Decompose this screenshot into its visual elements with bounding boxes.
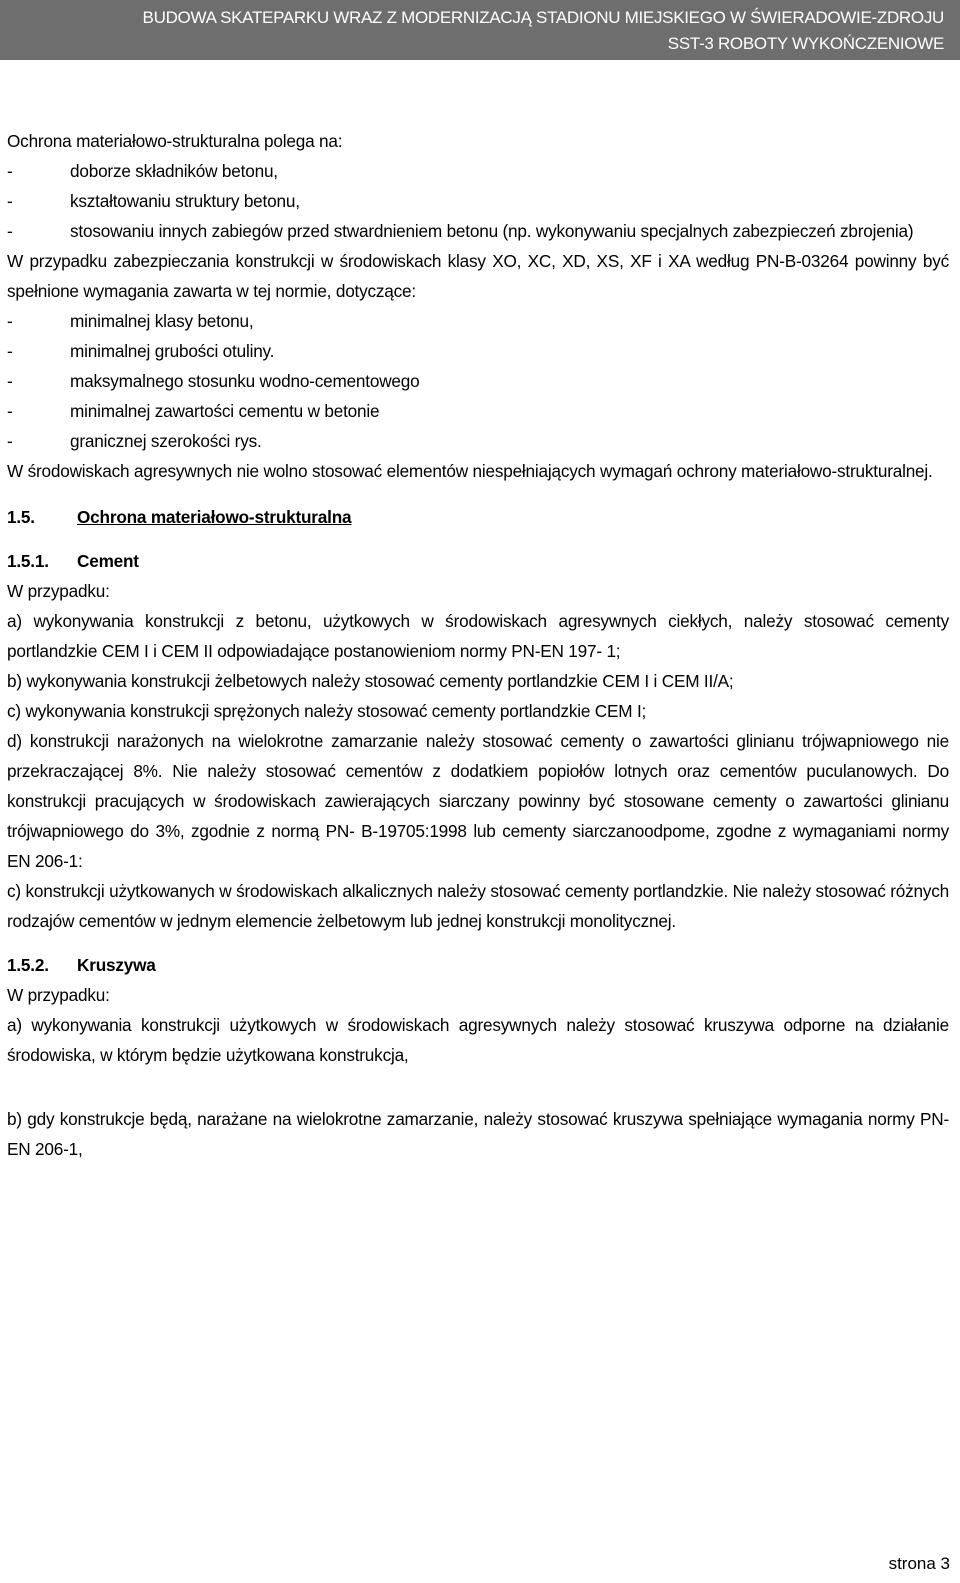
page-number: strona 3	[888, 1554, 950, 1573]
cement-item-a: a) wykonywania konstrukcji z betonu, użytkowych w środowiskach agresywnych ciekłych, należy stosować cementy portlandzkie CEM I i CEM II odpowiadające postanowieniom normy PN-EN 197- 1;	[7, 611, 949, 661]
intro-paragraph: W przypadku zabezpieczania konstrukcji w środowiskach klasy XO, XC, XD, XS, XF i XA według PN-B-03264 powinny być spełnione wymagania zawarta w tej normie, dotyczące:	[7, 251, 949, 301]
intro-lead: Ochrona materiałowo-strukturalna polega na:	[7, 131, 343, 151]
list-item: - minimalnej grubości otuliny.	[7, 336, 949, 366]
aggregate-lead: W przypadku:	[7, 985, 110, 1005]
section-heading-1-5-1	[7, 546, 949, 576]
aggregate-item-a: a) wykonywania konstrukcji użytkowych w środowiskach agresywnych należy stosować kruszywa odporne na działanie środowiska, w którym będzie użytkowana konstrukcja,	[7, 1015, 949, 1065]
cement-item-b: b) wykonywania konstrukcji żelbetowych należy stosować cementy portlandzkie CEM I i CEM II/A;	[7, 671, 734, 691]
list-dash: -	[7, 161, 13, 181]
list-dash: -	[7, 371, 13, 391]
list-dash: -	[7, 191, 13, 211]
intro-closing: W środowiskach agresywnych nie wolno stosować elementów niespełniających wymagań ochrony materiałowo-strukturalnej.	[7, 461, 933, 481]
header-spec-code: SST-3 ROBOTY WYKOŃCZENIOWE	[667, 34, 944, 53]
cement-item-c: c) wykonywania konstrukcji sprężonych należy stosować cementy portlandzkie CEM I;	[7, 701, 647, 721]
cement-item-d: d) konstrukcji narażonych na wielokrotne zamarzanie należy stosować cementy o zawartości glinianu trójwapniowego nie przekraczającej 8%. Nie należy stosować cementów z dodatkiem popiołów lotnych oraz cementów puculanowych. Do konstrukcji pracujących w środowiskach zawierających siarczany powinny być stosowane cementy o zawartości glinianu trójwapniowego do 3%, zgodnie z normą PN- B-19705:1998 lub cementy siarczanoodpome, zgodne z wymaganiami normy EN 206-1:	[7, 731, 949, 871]
list-dash: -	[7, 401, 13, 421]
section-title: Kruszywa	[77, 955, 156, 975]
aggregate-item-b: b) gdy konstrukcje będą, narażane na wielokrotne zamarzanie, należy stosować kruszywa spełniające wymagania normy PN-EN 206-1,	[7, 1109, 949, 1159]
list-item: - minimalnej klasy betonu,	[7, 306, 949, 336]
document-body	[7, 126, 949, 1164]
section-number: 1.5.2.	[7, 955, 49, 975]
section-number: 1.5.1.	[7, 551, 49, 571]
list-dash: -	[7, 311, 13, 331]
list-item: - doborze składników betonu,	[7, 156, 949, 186]
section-heading-1-5-2	[7, 950, 949, 980]
list-item: - kształtowaniu struktury betonu,	[7, 186, 949, 216]
list-item: - stosowaniu innych zabiegów przed stwardnieniem betonu (np. wykonywaniu specjalnych zabezpieczeń zbrojenia)	[7, 216, 949, 246]
header-project-title: BUDOWA SKATEPARKU WRAZ Z MODERNIZACJĄ STADIONU MIEJSKIEGO W ŚWIERADOWIE-ZDROJU	[142, 8, 944, 27]
page-header	[0, 0, 960, 60]
list-dash: -	[7, 431, 13, 451]
cement-lead: W przypadku:	[7, 581, 110, 601]
section-heading-1-5	[7, 502, 949, 532]
section-title: Ochrona materiałowo-strukturalna	[77, 507, 352, 527]
list-dash: -	[7, 221, 13, 241]
section-number: 1.5.	[7, 507, 35, 527]
list-item: - maksymalnego stosunku wodno-cementowego	[7, 366, 949, 396]
list-item: - granicznej szerokości rys.	[7, 426, 949, 456]
cement-item-c2: c) konstrukcji użytkowanych w środowiskach alkalicznych należy stosować cementy portlandzkie. Nie należy stosować różnych rodzajów cementów w jednym elemencie żelbetowym lub jednej konstrukcji monolitycznej.	[7, 881, 949, 931]
list-item: - minimalnej zawartości cementu w betonie	[7, 396, 949, 426]
list-dash: -	[7, 341, 13, 361]
section-title: Cement	[77, 551, 139, 571]
